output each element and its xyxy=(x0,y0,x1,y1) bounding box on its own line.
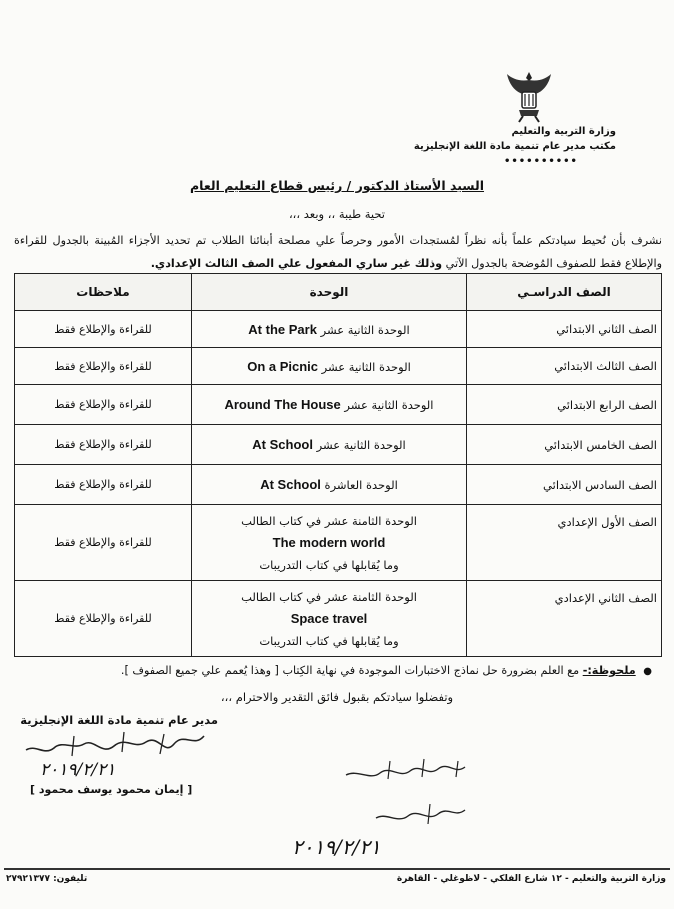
grade-cell: الصف الأول الإعدادي xyxy=(467,505,662,581)
notes-cell: للقراءة والإطلاع فقط xyxy=(15,505,192,581)
grade-cell: الصف الثاني الإعدادي xyxy=(467,581,662,657)
unit-cell xyxy=(192,465,467,505)
closing-line: وتفضلوا سيادتكم بقبول فائق التقدير والاحترام ،،، xyxy=(220,690,454,704)
header-notes: ملاحظات xyxy=(15,274,192,311)
footer-phone: تليفون: ٢٧٩٢١٣٧٧ xyxy=(6,874,88,884)
grade-cell: الصف الرابع الابتدائي xyxy=(467,385,662,425)
unit-english: Space travel xyxy=(290,610,368,626)
unit-arabic: الوحدة الثامنة عشر في كتاب الطالب xyxy=(241,589,417,604)
intro-paragraph xyxy=(14,229,662,275)
notes-cell: للقراءة والإطلاع فقط xyxy=(15,581,192,657)
header-grade: الصف الدراسـي xyxy=(467,274,662,311)
handwritten-date: ٢٠١٩/٢/٢١ xyxy=(292,835,381,859)
unit-english: The modern world xyxy=(272,534,386,550)
addressee-text: السيد الأستاذ الدكتور / رئيس قطاع التعليم العام xyxy=(189,178,485,193)
signature-date: ٢٠١٩/٢/٢١ xyxy=(40,760,116,780)
greeting: تحية طيبة ،، وبعد ،،، xyxy=(288,207,386,221)
unit-cell xyxy=(192,505,467,581)
table-row xyxy=(15,425,662,465)
grade-cell: الصف الثاني الابتدائي xyxy=(467,311,662,348)
signatory-title: مدير عام تنمية مادة اللغة الإنجليزية xyxy=(20,713,218,727)
table-row xyxy=(15,385,662,425)
unit-cell xyxy=(192,348,467,385)
addressee-line xyxy=(0,178,674,193)
notes-cell: للقراءة والإطلاع فقط xyxy=(15,348,192,385)
header-unit: الوحدة xyxy=(192,274,467,311)
eagle-emblem-icon xyxy=(505,68,553,124)
unit-english: Around The House xyxy=(224,397,341,412)
grade-cell: الصف الخامس الابتدائي xyxy=(467,425,662,465)
unit-english: At School xyxy=(260,477,321,492)
ministry-header xyxy=(414,124,616,154)
note-label: ملحوظة:- xyxy=(582,664,636,677)
footer-divider xyxy=(4,868,670,870)
notes-cell: للقراءة والإطلاع فقط xyxy=(15,465,192,505)
table-row xyxy=(15,581,662,657)
unit-arabic: الوحدة الثانية عشر xyxy=(316,438,406,452)
handwritten-initials-icon xyxy=(370,800,470,830)
table-row xyxy=(15,465,662,505)
office-name: مكتب مدير عام تنمية مادة اللغة الإنجليزية xyxy=(413,141,616,152)
intro-text: نشرف بأن نُحيط سيادتكم علماً بأنه نظراً لمُستجدات الأمور وحرصاً علي مصلحة أبنائنا الطلاب تم تحديد الأجزاء المُبينة بالجدول للقراءة والإطلاع فقط للصفوف المُوضحة بالجدول الآتي xyxy=(14,234,662,270)
bullet-icon: ● xyxy=(643,666,652,677)
unit-english: At the Park xyxy=(248,321,317,337)
table-header-row xyxy=(15,274,662,311)
unit-workbook-note: وما يُقابلها في كتاب التدريبات xyxy=(259,633,399,648)
ministry-name: وزارة التربية والتعليم xyxy=(511,126,616,137)
handwritten-signature-icon xyxy=(14,728,214,762)
unit-english: At School xyxy=(252,437,313,452)
unit-arabic: الوحدة الثانية عشر xyxy=(321,359,411,374)
table-row xyxy=(15,505,662,581)
table-row xyxy=(15,348,662,385)
unit-cell xyxy=(192,581,467,657)
note-paragraph xyxy=(14,664,652,677)
unit-arabic: الوحدة العاشرة xyxy=(324,478,398,492)
intro-emphasis: وذلك غير ساري المفعول علي الصف الثالث الإعدادي. xyxy=(150,257,443,270)
grade-cell: الصف السادس الابتدائي xyxy=(467,465,662,505)
header-dots: •••••••••• xyxy=(504,156,578,167)
notes-cell: للقراءة والإطلاع فقط xyxy=(15,385,192,425)
unit-workbook-note: وما يُقابلها في كتاب التدريبات xyxy=(259,557,399,572)
units-table xyxy=(14,273,662,657)
notes-cell: للقراءة والإطلاع فقط xyxy=(15,425,192,465)
grade-cell: الصف الثالث الابتدائي xyxy=(467,348,662,385)
note-text: مع العلم بضرورة حل نماذج الاختبارات الموجودة في نهاية الكِتاب [ وهذا يُعمم علي جميع الصفوف ]. xyxy=(120,664,580,677)
unit-arabic: الوحدة الثانية عشر xyxy=(344,398,434,412)
handwritten-approval-icon xyxy=(340,755,470,795)
signatory-name: [ إيمان محمود يوسف محمود ] xyxy=(30,783,193,796)
table-row xyxy=(15,311,662,348)
unit-cell xyxy=(192,311,467,348)
unit-arabic: الوحدة الثامنة عشر في كتاب الطالب xyxy=(241,513,417,528)
footer-address: وزارة التربية والتعليم - ١٢ شارع الفلكي - لاظوغلي - القاهرة xyxy=(396,874,666,884)
unit-cell xyxy=(192,425,467,465)
unit-arabic: الوحدة الثانية عشر xyxy=(320,322,410,337)
unit-english: On a Picnic xyxy=(247,358,319,374)
unit-cell xyxy=(192,385,467,425)
notes-cell: للقراءة والإطلاع فقط xyxy=(15,311,192,348)
